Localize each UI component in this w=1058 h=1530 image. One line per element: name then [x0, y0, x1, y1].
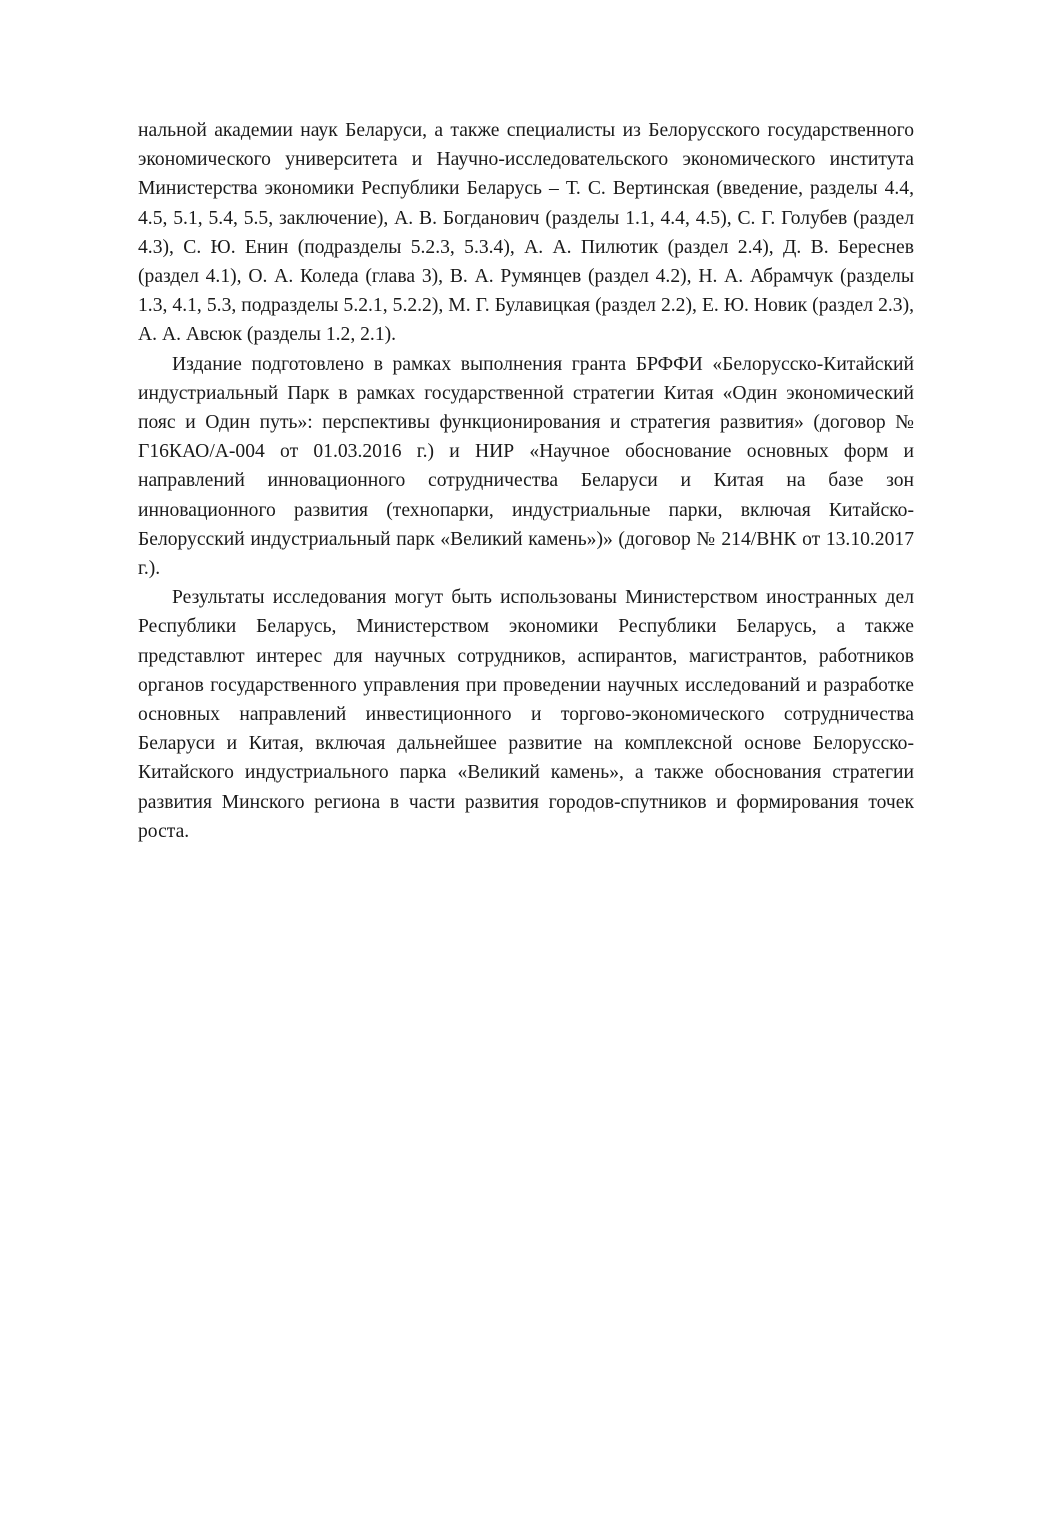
body-text [138, 116, 914, 846]
paragraph-grant-info: Издание подготовлено в рамках выполнения гранта БРФФИ «Белорусско-Китайский индустриальный Парк в рамках государственной стратегии Китая «Один экономический пояс и Один путь»: перспективы функционирования и стратегия развития» (договор № Г16КАО/А-004 от 01.03.2016 г.) и НИР «Научное обоснование основных форм и направлений инновационного сотрудничества Беларуси и Китая на базе зон инновационного развития (технопарки, индустриальные парки, включая Китайско-Белорусский индустриальный парк «Великий камень»)» (договор № 214/ВНК от 13.10.2017 г.). [138, 353, 914, 580]
paragraph-results-usage: Результаты исследования могут быть использованы Министерством иностранных дел Республики Беларусь, Министерством экономики Республики Беларусь, а также представлют интерес для научных сотрудников, аспирантов, магистрантов, работников органов государственного управления при проведении научных исследований и разработке основных направлений инвестиционного и торгово-экономического сотрудничества Беларуси и Китая, включая дальнейшее развитие на комплексной основе Белорусско-Китайского индустриального парка «Великий камень», а также обоснования стратегии развития Минского региона в части развития городов-спутников и формирования точек роста. [138, 587, 914, 842]
paragraph-authors-continuation: нальной академии наук Беларуси, а также специалисты из Белорусского государственного экономического университета и Научно-исследовательского экономического института Министерства экономики Республики Беларусь – Т. С. Вертинская (введение, разделы 4.4, 4.5, 5.1, 5.4, 5.5, заключение), А. В. Богданович (разделы 1.1, 4.4, 4.5), С. Г. Голубев (раздел 4.3), С. Ю. Енин (подразделы 5.2.3, 5.3.4), А. А. Пилютик (раздел 2.4), Д. В. Береснев (раздел 4.1), О. А. Коледа (глава 3), В. А. Румянцев (раздел 4.2), Н. А. Абрамчук (разделы 1.3, 4.1, 5.3, подразделы 5.2.1, 5.2.2), М. Г. Булавицкая (раздел 2.2), Е. Ю. Новик (раздел 2.3), А. А. Авсюк (разделы 1.2, 2.1). [138, 120, 914, 346]
